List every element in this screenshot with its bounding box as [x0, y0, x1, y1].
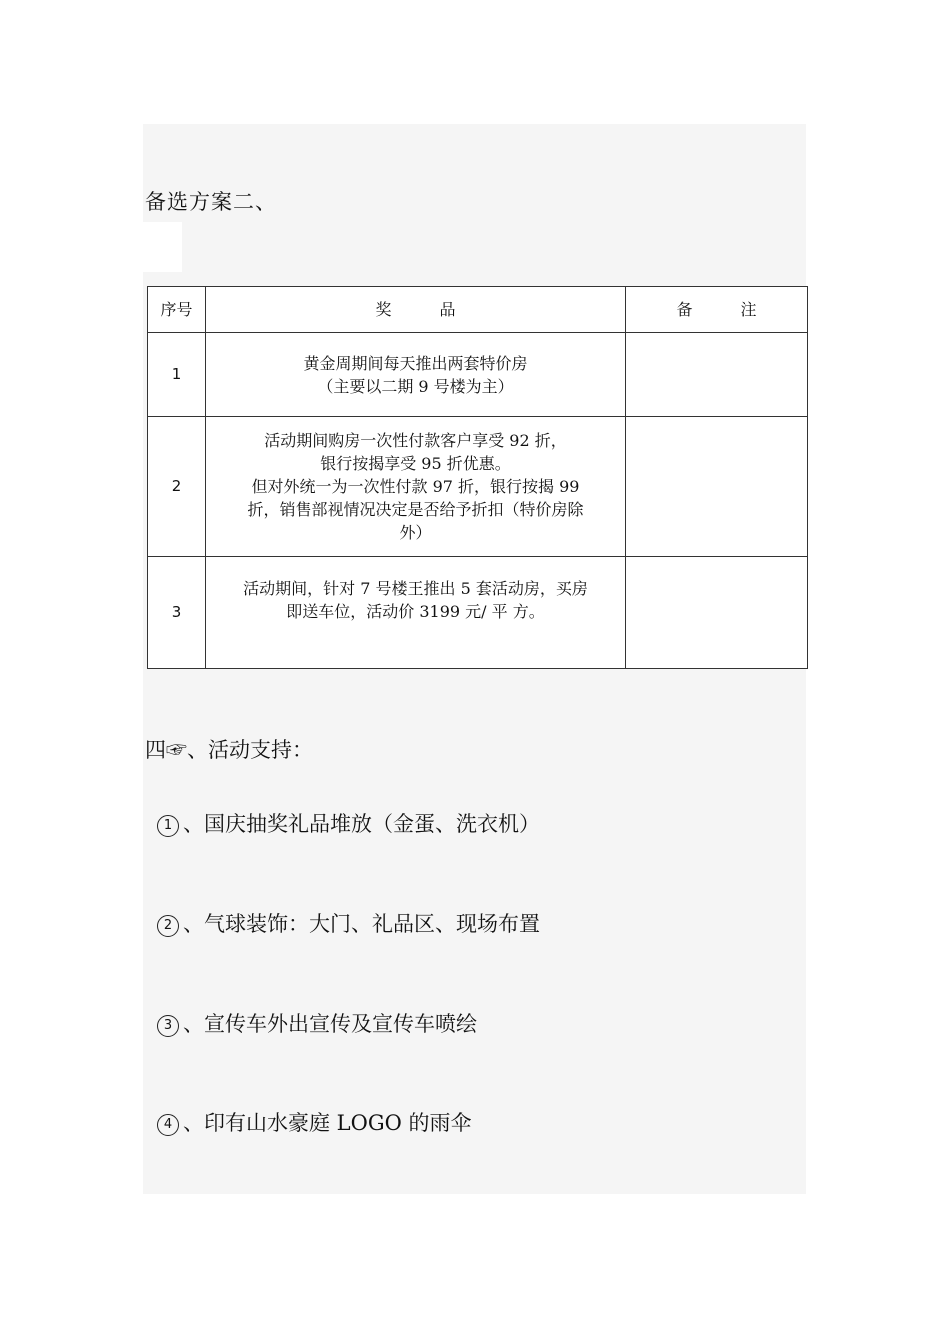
- prize-table: [147, 286, 808, 669]
- row-number: 2: [148, 417, 206, 557]
- table-header-row: [148, 287, 808, 333]
- circled-number: 4: [157, 1114, 179, 1136]
- table-row: [148, 417, 808, 557]
- circled-number: 2: [157, 915, 179, 937]
- circled-number: 1: [157, 815, 179, 837]
- row-prize: [206, 333, 626, 417]
- support-item: [157, 908, 540, 938]
- row-prize: [206, 557, 626, 669]
- row-number: 1: [148, 333, 206, 417]
- prize-line: 银行按揭享受 95 折优惠。: [320, 454, 511, 473]
- support-item: [157, 808, 540, 838]
- prize-line: （主要以二期 9 号楼为主）: [317, 376, 514, 396]
- prize-line: 折，销售部视情况决定是否给予折扣（特价房除: [247, 500, 584, 519]
- row-note: [626, 557, 808, 669]
- support-heading: 四☞、活动支持：: [145, 738, 313, 762]
- prize-line: 即送车位，活动价 3199 元/ 平 方。: [286, 602, 545, 621]
- support-item-text: 、国庆抽奖礼品堆放（金蛋、洗衣机）: [183, 812, 540, 836]
- header-number: 序号: [148, 287, 206, 333]
- support-item-text: 、宣传车外出宣传及宣传车喷绘: [183, 1012, 477, 1036]
- header-prize: 奖 品: [206, 287, 626, 333]
- prize-line: 活动期间购房一次性付款客户享受 92 折，: [264, 431, 567, 450]
- prize-line: 外）: [399, 523, 432, 542]
- row-note: [626, 333, 808, 417]
- prize-line: 黄金周期间每天推出两套特价房: [303, 353, 528, 373]
- prize-line: 但对外统一为一次性付款 97 折，银行按揭 99: [251, 477, 580, 496]
- prize-line: 活动期间，针对 7 号楼王推出 5 套活动房，买房: [243, 579, 588, 598]
- support-item: [157, 1107, 472, 1137]
- table-row: [148, 333, 808, 417]
- circled-number: 3: [157, 1015, 179, 1037]
- row-number: 3: [148, 557, 206, 669]
- support-item-text: 、气球装饰：大门、礼品区、现场布置: [183, 912, 540, 936]
- support-item-text: 、印有山水豪庭 LOGO 的雨伞: [183, 1111, 472, 1135]
- section-title: 备选方案二、: [145, 190, 277, 214]
- header-note: 备 注: [626, 287, 808, 333]
- row-prize: [206, 417, 626, 557]
- row-note: [626, 417, 808, 557]
- blank-area: [143, 222, 182, 272]
- table-row: [148, 557, 808, 669]
- support-item: [157, 1008, 477, 1038]
